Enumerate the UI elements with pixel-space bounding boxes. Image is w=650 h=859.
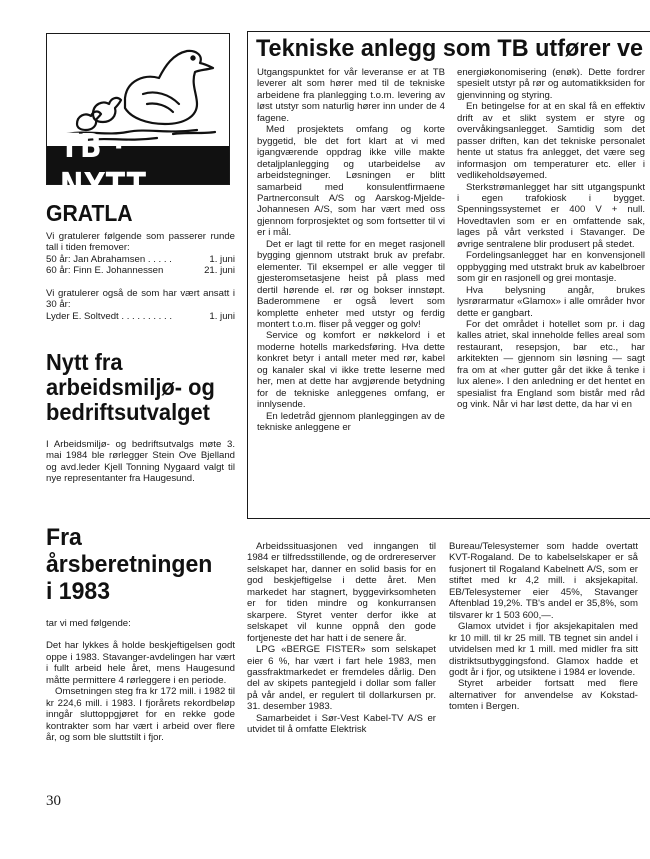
gratla-title: GRATLA: [46, 200, 133, 226]
gratla-section: [46, 200, 235, 322]
gratla-intro: Vi gratulerer følgende som passerer runde tall i tiden fremover:: [46, 231, 235, 254]
fra-intro: tar vi med følgende:: [46, 618, 131, 629]
list-item: 60 år: Finn E. Johannessen 21. juni: [46, 265, 235, 277]
list-item: Lyder E. Soltvedt . . . . . . . . . . 1. juni: [46, 310, 235, 322]
tekniske-title: Tekniske anlegg som TB utfører ve: [256, 35, 644, 62]
tb-nytt-logo: [46, 33, 230, 204]
nytt-title: Nytt fra arbeidsmiljø- og bedriftsutvalget: [46, 349, 215, 425]
fra-col1: tar vi med følgende: Det har lykkes å holde beskjeftigelsen godt oppe i 1983. Stavanger-avdelingen har vært i fullt arbeid hele året, mens Haugesund måtte permittere 4 rørleggere i en periode. Omsetningen steg fra kr 172 mill. i 1982 til kr 224,6 mill. i 1983. I fjorårets rekordbeløp inngår sluttoppgjøret for en rekke gode kontrakter som har vært i arbeid over flere år, og som ble sluttstilt i fjor.: [46, 618, 235, 744]
logo-text: TB · NYTT: [59, 126, 147, 204]
page-number: 30: [46, 793, 61, 809]
fra-col2: Arbeidssituasjonen ved inngangen til 1984 er tilfredsstillende, og de ordrereserver selskapet har, danner en solid basis for en god beskjeftigelse i dette året. Men markedet har stagnert, byggevirksomheten er for tiden mindre og konkurransen skarpere. Styret venter derfor ikke at selskapet vil kunne oppnå den gode fortjeneste det har hatt i de senere år. LPG «BERGE FISTER» som selskapet eier 6 %, har vært i fart hele 1983, men gassfraktmarkedet er fremdeles dårlig. Den del av skipets pantegjeld i dollar som faller på vår andel, er regulert til dollarkursen pr. 31. desember 1983. Samarbeidet i Sør-Vest Kabel-TV A/S er utvidet til å omfatte Elektrisk: [247, 541, 436, 736]
tekniske-col2: energiøkonomisering (enøk). Dette fordrer spesielt utstyr på rør og automatikksiden for gjenvinning og styring. En betingelse for at en skal få en effektiv drift av et slikt system er styre og overvåkingsanlegget. Samtidig som det passer driften, kan det tekniske personalet hente ut status fra anlegget, det være seg informasjon om temperaturer etc. eller i vedlikeholdsøyemed. Sterkstrømanlegget har sitt utgangspunkt i egen trafokiosk i bygget. Spenningssystemet er 400 V + null. Hovedtavlen som er en omfattende sak, lages på vårt verksted i Stavanger. De øvrige sentralene blir produsert på stedet. Fordelingsanlegget har en konvensjonell oppbygging med utstrakt bruk av kabelbroer som gir en rasjonell og grei montasje. Hva belysning angår, brukes lysrørarmatur «Glamox» i alle områder hvor dette er gangbart. For det området i hotellet som pr. i dag kalles atriet, skal inneholde felles areal som restaurant, resepsjon, bar etc., har arkitekten — gjennom sin løsning — sagt fra om at «her gutter går det ikke å tenke i lux alene». I den anledning er det hentet en spesialist fra England som bistår med råd og vink. Når vi har løst dette, da har vi en: [457, 67, 645, 411]
gratla-intro2: Vi gratulerer også de som har vært ansatt i 30 år:: [46, 287, 235, 311]
nytt-body: I Arbeidsmiljø- og bedriftsutvalgs møte 3. mai 1984 ble rørlegger Stein Ove Bjelland og avd.leder Kjell Tonning Nygaard valgt til nye representanter fra Haugesund.: [46, 439, 235, 485]
tekniske-col1: Utgangspunktet for vår leveranse er at TB leverer alt som hører med til de tekniske arbeidene fra planlegging t.o.m. levering av løst utstyr som naturlig hører inn under de 4 fagene. Med prosjektets omfang og korte byggetid, ble det fort klart at vi med igangværende oppdrag ikke ville makte detaljplanlegging og utarbeidelse av arbeidstegninger. Løsningen er blitt samarbeid med konsulentfirmaene Partnerconsult A/S og Aarskog-Mjelde-Johannesen A/S, som har vært med oss gjennom forprosjektet og som fortsetter til vi er i mål. Det er lagt til rette for en meget rasjonell bygging gjennom utstrakt bruk av prefabr. elementer. Til eksempel er alle vegger til gjesteromsetasjene heist på plass med dertil hørende el. rør og bokser innstøpt. Baderommene er også levert som komplette enheter med utstyr og ferdig montert t.o.m. fliser på vegger og golv! Service og komfort er nøkkelord i et moderne hotells markedsføring. Hva dette konkret betyr i antall meter med rør, kabel og kanaler skal vi ikke trette leserne med her, men at dette har avgjørende betydning for de tekniske anleggenes omfang, er innlysende. En ledetråd gjennom planleggingen av de tekniske anleggene er: [257, 67, 445, 434]
nytt-section: [46, 350, 242, 485]
list-item: 50 år: Jan Abrahamsen . . . . . 1. juni: [46, 253, 235, 265]
logo-banner: [47, 126, 229, 204]
fra-col3: Bureau/Telesystemer som hadde overtatt KVT-Rogaland. De to kabelselskaper er så fusjonert til Rogaland Kabelnett A/S, som er stiftet med kr 4,2 mill. i aksjekapital. EB/Telesystemer eier 45%, Stavanger Aftenblad 19,2%. TB's andel er 35,8%, som tilsvarer kr 1 503 600,—. Glamox utvidet i fjor aksjekapitalen med kr 10 mill. til kr 25 mill. TB tegnet sin andel i utvidelsen med kr 1 mill. med midler fra sitt distriktsutbyggingsfond. Glamox hadde et godt år i fjor, og utsiktene i 1984 er lovende. Styret arbeider fortsatt med flere alternativer for anvendelse av Kokstad-tomten i Bergen.: [449, 541, 638, 713]
fra-title: Fra årsberetningen i 1983: [46, 524, 213, 605]
